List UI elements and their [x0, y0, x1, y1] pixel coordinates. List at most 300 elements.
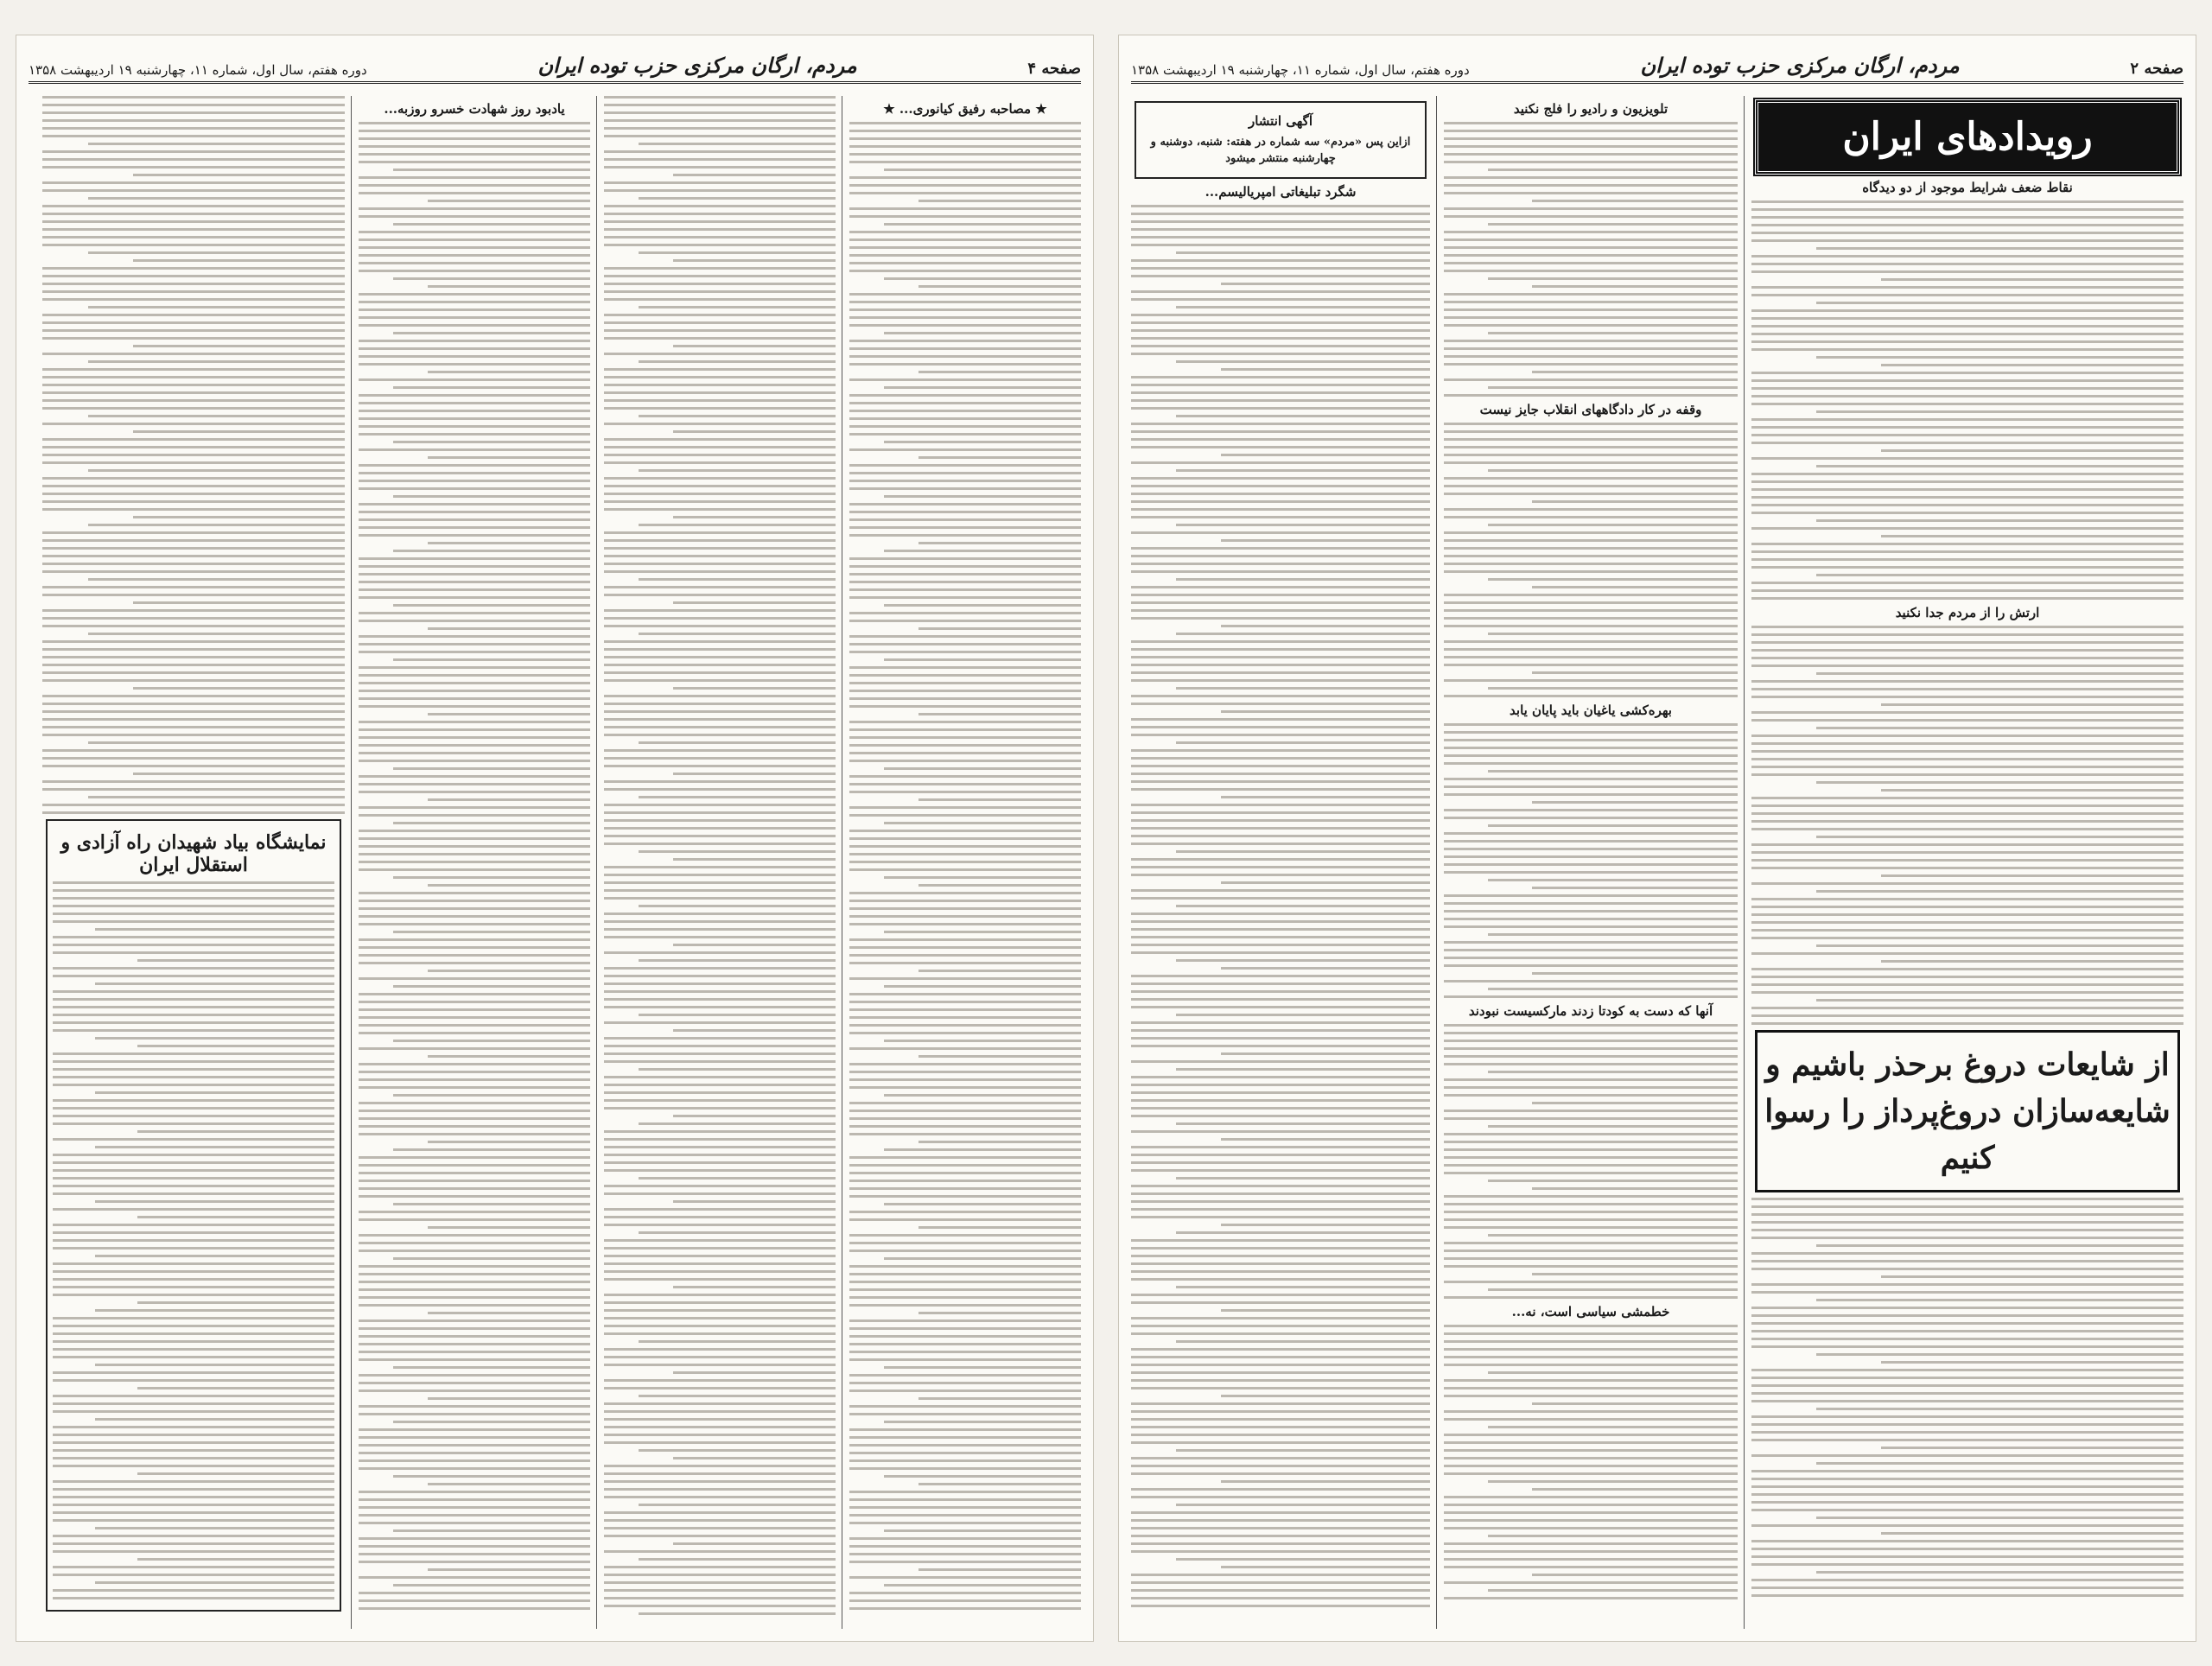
- text-line: [849, 153, 1081, 156]
- text-line: [849, 1265, 1081, 1268]
- text-line: [42, 586, 345, 588]
- text-line: [359, 853, 590, 855]
- text-line: [604, 757, 836, 760]
- text-line: [1751, 333, 2183, 335]
- text-line: [849, 1172, 1081, 1174]
- text-line: [1444, 1055, 1738, 1058]
- text-line: [1444, 1418, 1738, 1421]
- text-line: [884, 1475, 1081, 1478]
- text-line: [884, 1040, 1081, 1042]
- text-line: [604, 617, 836, 620]
- text-line: [1131, 376, 1430, 378]
- text-line: [88, 415, 346, 417]
- text-line: [1751, 633, 2183, 636]
- text-line: [1444, 430, 1738, 433]
- text-line: [604, 391, 836, 394]
- text-line: [1532, 1488, 1738, 1491]
- text-line: [359, 347, 590, 350]
- text-line: [1176, 959, 1430, 962]
- text-line: [604, 928, 836, 931]
- text-line: [1131, 664, 1430, 666]
- text-line: [359, 1211, 590, 1213]
- body-text: [1131, 205, 1430, 1607]
- text-line: [1131, 485, 1430, 487]
- text-line: [1221, 1480, 1430, 1483]
- text-line: [1751, 348, 2183, 351]
- text-line: [42, 399, 345, 402]
- text-line: [849, 1428, 1081, 1431]
- text-line: [1131, 749, 1430, 752]
- text-line: [604, 695, 836, 697]
- text-line: [1131, 1511, 1430, 1514]
- text-line: [1176, 415, 1430, 417]
- text-line: [1751, 804, 2183, 807]
- text-line: [849, 464, 1081, 467]
- text-line: [359, 238, 590, 241]
- text-line: [849, 1304, 1081, 1307]
- text-line: [604, 609, 836, 612]
- text-line: [1444, 778, 1738, 780]
- text-line: [1751, 1221, 2183, 1224]
- text-line: [604, 96, 836, 99]
- text-line: [604, 648, 836, 651]
- text-line: [53, 1356, 334, 1358]
- text-line: [604, 181, 836, 184]
- text-line: [604, 1472, 836, 1475]
- text-line: [604, 1262, 836, 1265]
- text-line: [359, 1358, 590, 1361]
- text-line: [1131, 236, 1430, 238]
- text-line: [884, 985, 1081, 988]
- text-line: [849, 892, 1081, 894]
- notice-text: ازاین پس «مردم» سه شماره در هفته: شنبه، دوشنبه و چهارشنبه منتشر میشود: [1150, 136, 1411, 165]
- text-line: [1751, 1198, 2183, 1200]
- text-line: [1488, 169, 1738, 171]
- text-line: [53, 1535, 334, 1537]
- memorial-column: [42, 96, 345, 1629]
- text-line: [1816, 1517, 2183, 1519]
- text-line: [1444, 454, 1738, 456]
- text-line: [359, 1180, 590, 1182]
- text-line: [1488, 332, 1738, 334]
- text-line: [359, 760, 590, 762]
- text-line: [1444, 1504, 1738, 1506]
- text-line: [359, 1117, 590, 1120]
- text-line: [884, 495, 1081, 498]
- text-line: [137, 1558, 334, 1561]
- text-line: [393, 441, 590, 443]
- text-line: [53, 897, 334, 900]
- text-line: [1131, 1348, 1430, 1351]
- text-line: [1444, 153, 1738, 156]
- text-line: [1131, 1099, 1430, 1102]
- text-line: [1131, 1247, 1430, 1250]
- text-line: [359, 954, 590, 957]
- text-line: [604, 866, 836, 868]
- subheading-weakness: نقاط ضعف شرایط موجود از دو دیدگاه: [1862, 180, 2073, 195]
- text-line: [428, 1483, 590, 1485]
- text-line: [849, 744, 1081, 747]
- text-line: [53, 1177, 334, 1180]
- text-line: [1532, 1187, 1738, 1190]
- text-line: [849, 1444, 1081, 1447]
- text-line: [1751, 216, 2183, 219]
- text-line: [359, 1319, 590, 1322]
- text-line: [1444, 270, 1738, 272]
- text-line: [1131, 407, 1430, 410]
- text-line: [1816, 672, 2183, 675]
- text-line: [1444, 293, 1738, 296]
- publication-notice: [1135, 101, 1427, 179]
- text-line: [884, 876, 1081, 879]
- text-line: [359, 1459, 590, 1462]
- text-line: [359, 977, 590, 980]
- text-line: [849, 1008, 1081, 1011]
- text-line: [42, 213, 345, 215]
- text-line: [359, 1218, 590, 1221]
- text-line: [604, 710, 836, 713]
- text-line: [604, 718, 836, 721]
- text-line: [359, 363, 590, 366]
- body-text: [42, 96, 345, 814]
- text-line: [42, 166, 345, 169]
- text-line: [1131, 726, 1430, 728]
- text-line: [53, 1060, 334, 1063]
- text-line: [604, 1091, 836, 1094]
- text-line: [1444, 308, 1738, 311]
- text-line: [1816, 302, 2183, 304]
- text-line: [639, 469, 836, 472]
- text-line: [359, 1071, 590, 1073]
- text-line: [849, 1319, 1081, 1322]
- text-line: [1131, 944, 1430, 946]
- text-line: [1176, 1177, 1430, 1180]
- text-line: [53, 1317, 334, 1319]
- text-line: [604, 1441, 836, 1444]
- text-line: [1131, 734, 1430, 736]
- text-line: [849, 573, 1081, 575]
- text-line: [359, 122, 590, 124]
- text-line: [393, 1475, 590, 1478]
- text-line: [1444, 531, 1738, 534]
- text-line: [1221, 625, 1430, 627]
- text-line: [1131, 337, 1430, 340]
- text-line: [604, 493, 836, 495]
- text-line: [393, 822, 590, 824]
- text-line: [53, 1488, 334, 1491]
- text-line: [604, 1270, 836, 1273]
- text-line: [42, 298, 345, 301]
- text-line: [428, 542, 590, 544]
- text-line: [1176, 524, 1430, 526]
- text-line: [604, 874, 836, 876]
- text-line: [1532, 1574, 1738, 1576]
- text-line: [849, 1164, 1081, 1167]
- text-line: [849, 145, 1081, 148]
- text-line: [1488, 1480, 1738, 1483]
- text-line: [42, 671, 345, 674]
- text-line: [1444, 207, 1738, 210]
- text-line: [1751, 1509, 2183, 1511]
- text-line: [359, 666, 590, 669]
- text-line: [1532, 671, 1738, 674]
- text-line: [849, 176, 1081, 179]
- text-line: [604, 1364, 836, 1366]
- text-line: [604, 1301, 836, 1304]
- text-line: [604, 819, 836, 822]
- text-line: [918, 713, 1081, 715]
- text-line: [133, 516, 345, 518]
- text-line: [42, 423, 345, 425]
- text-line: [359, 1265, 590, 1268]
- text-line: [359, 425, 590, 428]
- text-line: [1131, 1037, 1430, 1040]
- text-line: [42, 337, 345, 340]
- text-line: [359, 1592, 590, 1594]
- text-line: [604, 1107, 836, 1110]
- text-line: [359, 417, 590, 420]
- text-line: [1444, 1387, 1738, 1389]
- text-line: [53, 1115, 334, 1117]
- text-line: [604, 1480, 836, 1483]
- text-line: [1131, 516, 1430, 518]
- text-line: [428, 1568, 590, 1571]
- text-line: [1444, 137, 1738, 140]
- text-line: [53, 1122, 334, 1125]
- text-line: [133, 345, 345, 347]
- text-line: [604, 1130, 836, 1133]
- text-line: [1444, 1156, 1738, 1159]
- poem-heading: یادبود روز شهادت خسرو روزبه...: [384, 101, 565, 117]
- text-line: [1131, 1371, 1430, 1374]
- text-line: [849, 1389, 1081, 1392]
- text-line: [53, 920, 334, 923]
- text-line: [359, 596, 590, 599]
- text-line: [1444, 1441, 1738, 1444]
- text-line: [604, 912, 836, 915]
- text-line: [604, 1006, 836, 1008]
- text-line: [604, 640, 836, 643]
- text-line: [428, 200, 590, 202]
- text-line: [849, 417, 1081, 420]
- text-line: [849, 161, 1081, 163]
- text-line: [1751, 340, 2183, 343]
- text-line: [42, 547, 345, 550]
- text-line: [359, 1491, 590, 1493]
- text-line: [1816, 999, 2183, 1002]
- text-line: [1444, 817, 1738, 819]
- text-line: [359, 775, 590, 778]
- text-line: [1444, 723, 1738, 726]
- text-line: [604, 1045, 836, 1047]
- text-line: [359, 1008, 590, 1011]
- text-line: [53, 1185, 334, 1187]
- text-line: [604, 1589, 836, 1592]
- text-line: [884, 1366, 1081, 1369]
- text-line: [1751, 750, 2183, 753]
- text-line: [1131, 827, 1430, 830]
- text-line: [1444, 1133, 1738, 1135]
- text-line: [1816, 465, 2183, 467]
- text-line: [1444, 516, 1738, 518]
- text-line: [849, 915, 1081, 918]
- text-line: [1444, 215, 1738, 218]
- text-line: [1176, 741, 1430, 744]
- text-line: [53, 990, 334, 993]
- text-line: [1131, 1107, 1430, 1110]
- text-line: [639, 1340, 836, 1343]
- text-line: [1131, 1496, 1430, 1498]
- text-line: [1131, 843, 1430, 845]
- text-line: [639, 251, 836, 254]
- text-line: [849, 923, 1081, 925]
- text-line: [1131, 866, 1430, 868]
- text-line: [1444, 656, 1738, 658]
- text-line: [359, 1234, 590, 1237]
- text-line: [1131, 298, 1430, 301]
- text-line: [53, 1014, 334, 1016]
- text-line: [1131, 982, 1430, 985]
- text-line: [1751, 372, 2183, 374]
- text-line: [88, 796, 346, 798]
- text-line: [1751, 512, 2183, 514]
- text-line: [1131, 718, 1430, 721]
- text-line: [604, 765, 836, 767]
- text-line: [639, 1014, 836, 1016]
- text-line: [1131, 975, 1430, 977]
- text-line: [1176, 687, 1430, 690]
- text-line: [1751, 1384, 2183, 1387]
- text-line: [359, 830, 590, 832]
- text-line: [1488, 1234, 1738, 1237]
- text-line: [1751, 968, 2183, 970]
- text-line: [1751, 680, 2183, 683]
- text-line: [1131, 1208, 1430, 1211]
- text-line: [42, 368, 345, 371]
- text-line: [849, 1351, 1081, 1353]
- text-line: [428, 456, 590, 459]
- text-line: [1751, 403, 2183, 405]
- text-line: [88, 469, 346, 472]
- text-line: [639, 633, 836, 635]
- text-line: [1488, 1371, 1738, 1374]
- text-line: [1751, 1369, 2183, 1371]
- text-line: [1444, 1519, 1738, 1522]
- text-line: [639, 1449, 836, 1452]
- text-line: [604, 158, 836, 161]
- text-line: [359, 845, 590, 848]
- body-text: [1444, 1024, 1738, 1299]
- text-line: [42, 539, 345, 542]
- text-line: [42, 329, 345, 332]
- text-line: [639, 197, 836, 200]
- text-line: [359, 892, 590, 894]
- text-line: [849, 1413, 1081, 1415]
- text-line: [673, 1286, 836, 1288]
- text-line: [604, 1138, 836, 1141]
- text-line: [359, 728, 590, 731]
- text-line: [1444, 1527, 1738, 1529]
- text-line: [1751, 294, 2183, 296]
- text-line: [1751, 688, 2183, 690]
- text-line: [1751, 1022, 2183, 1025]
- text-line: [849, 861, 1081, 863]
- text-line: [53, 1550, 334, 1553]
- text-line: [53, 1542, 334, 1545]
- text-line: [884, 277, 1081, 280]
- text-line: [53, 1278, 334, 1281]
- text-line: [393, 1584, 590, 1587]
- text-line: [359, 324, 590, 327]
- text-line: [88, 251, 346, 254]
- text-line: [1176, 1014, 1430, 1016]
- text-line: [849, 363, 1081, 366]
- text-line: [42, 703, 345, 705]
- text-line: [42, 189, 345, 192]
- text-line: [1131, 508, 1430, 511]
- text-line: [1444, 964, 1738, 967]
- text-line: [1444, 1325, 1738, 1327]
- text-line: [1488, 633, 1738, 635]
- text-line: [1751, 1213, 2183, 1216]
- text-line: [359, 1273, 590, 1275]
- text-line: [53, 1084, 334, 1086]
- text-line: [604, 150, 836, 153]
- text-line: [42, 384, 345, 386]
- text-line: [1131, 936, 1430, 938]
- text-line: [1131, 213, 1430, 215]
- text-line: [849, 1071, 1081, 1073]
- text-line: [1131, 640, 1430, 643]
- text-line: [849, 993, 1081, 995]
- text-line: [1131, 617, 1430, 620]
- text-line: [604, 780, 836, 783]
- text-line: [604, 267, 836, 270]
- text-line: [1751, 859, 2183, 862]
- text-line: [849, 1016, 1081, 1019]
- text-line: [884, 604, 1081, 607]
- text-line: [604, 368, 836, 371]
- text-line: [639, 796, 836, 798]
- text-line: [1532, 1402, 1738, 1405]
- text-line: [359, 1599, 590, 1602]
- text-line: [1221, 1052, 1430, 1055]
- subheading-exploitation: بهره‌کشی یاغیان باید پایان یابد: [1510, 703, 1672, 718]
- text-line: [604, 213, 836, 215]
- text-line: [53, 1161, 334, 1164]
- text-line: [42, 376, 345, 378]
- text-line: [849, 736, 1081, 739]
- text-line: [42, 96, 345, 99]
- text-line: [1488, 687, 1738, 690]
- text-line: [1444, 1581, 1738, 1584]
- text-line: [1131, 1161, 1430, 1164]
- text-line: [1751, 1555, 2183, 1558]
- text-line: [359, 861, 590, 863]
- text-line: [1444, 355, 1738, 358]
- text-line: [604, 1239, 836, 1242]
- text-line: [849, 1506, 1081, 1509]
- text-line: [849, 526, 1081, 529]
- text-line: [1751, 1229, 2183, 1231]
- text-line: [1176, 1504, 1430, 1506]
- text-line: [88, 524, 346, 526]
- text-line: [1444, 563, 1738, 565]
- text-line: [1444, 446, 1738, 448]
- text-line: [604, 594, 836, 596]
- text-line: [88, 633, 346, 635]
- text-line: [1751, 473, 2183, 475]
